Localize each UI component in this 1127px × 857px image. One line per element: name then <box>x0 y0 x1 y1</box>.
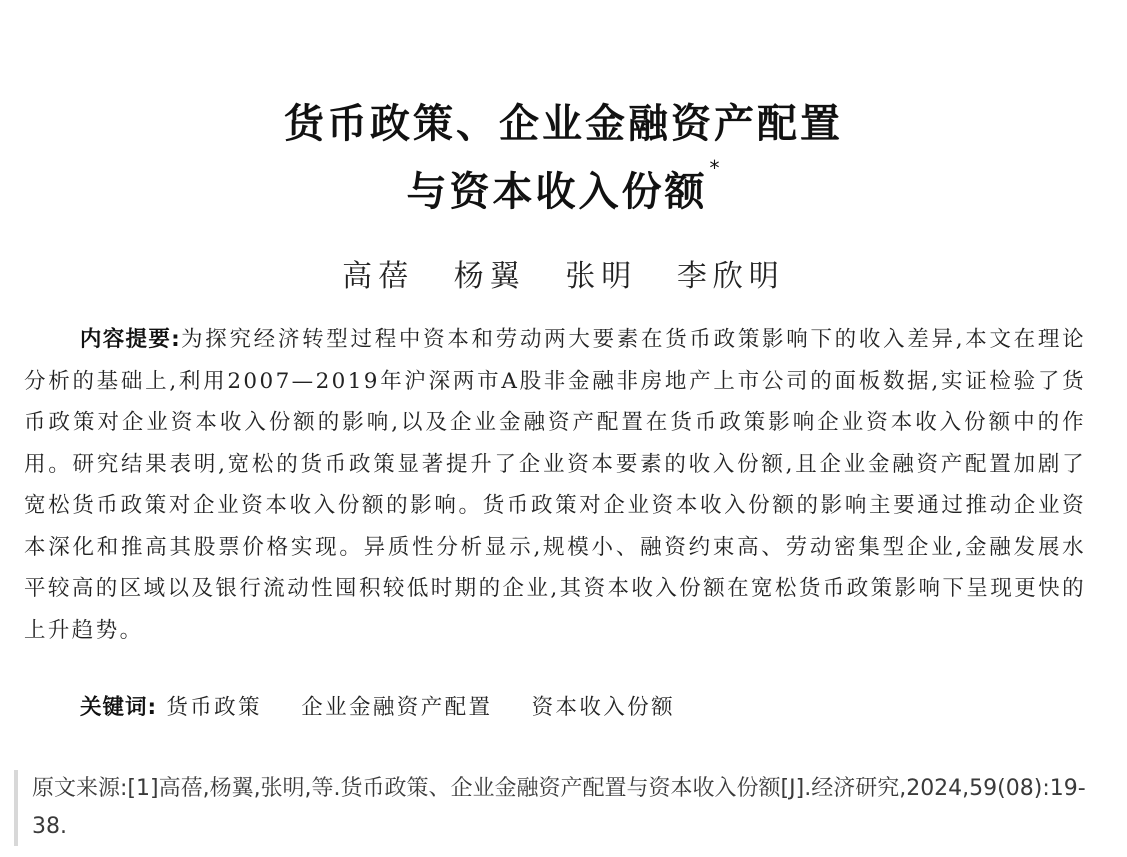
author-name: 李欣明 <box>676 259 785 294</box>
title-footnote-mark: * <box>709 156 723 180</box>
author-name: 杨翼 <box>453 259 526 294</box>
source-citation-quote <box>14 770 1104 846</box>
source-citation-text: 原文来源:[1]高蓓,杨翼,张明,等.货币政策、企业金融资产配置与资本收入份额[J].经济研究,2024,59(08):19-38. <box>32 776 1086 839</box>
keyword: 资本收入份额 <box>531 695 676 720</box>
paper-title-text-1: 货币政策、企业金融资产配置 <box>284 101 843 147</box>
paper-title-text-2: 与资本收入份额 <box>406 169 708 215</box>
abstract-label: 内容提要: <box>79 327 181 352</box>
keywords-label: 关键词: <box>80 695 158 720</box>
paper-title-line-1 <box>0 92 1127 149</box>
abstract-text: 为探究经济转型过程中资本和劳动两大要素在货币政策影响下的收入差异,本文在理论分析的基础上,利用2007—2019年沪深两市A股非金融非房地产上市公司的面板数据,实证检验了货币政策对企业资本收入份额的影响,以及企业金融资产配置在货币政策影响企业资本收入份额中的作用。研究结果表明,宽松的货币政策显著提升了企业资本要素的收入份额,且企业金融资产配置加剧了宽松货币政策对企业资本收入份额的影响。货币政策对企业资本收入份额的影响主要通过推动企业资本深化和推高其股票价格实现。异质性分析显示,规模小、融资约束高、劳动密集型企业,金融发展水平较高的区域以及银行流动性囤积较低时期的企业,其资本收入份额在宽松货币政策影响下呈现更快的上升趋势。 <box>24 327 1086 643</box>
keywords <box>80 690 705 721</box>
author-name: 张明 <box>565 259 638 294</box>
author-list <box>0 251 1127 295</box>
paper-title-line-2 <box>0 156 1127 217</box>
keyword: 企业金融资产配置 <box>301 695 493 720</box>
author-name: 高蓓 <box>342 259 415 294</box>
abstract <box>24 319 1086 651</box>
keyword: 货币政策 <box>166 695 262 720</box>
